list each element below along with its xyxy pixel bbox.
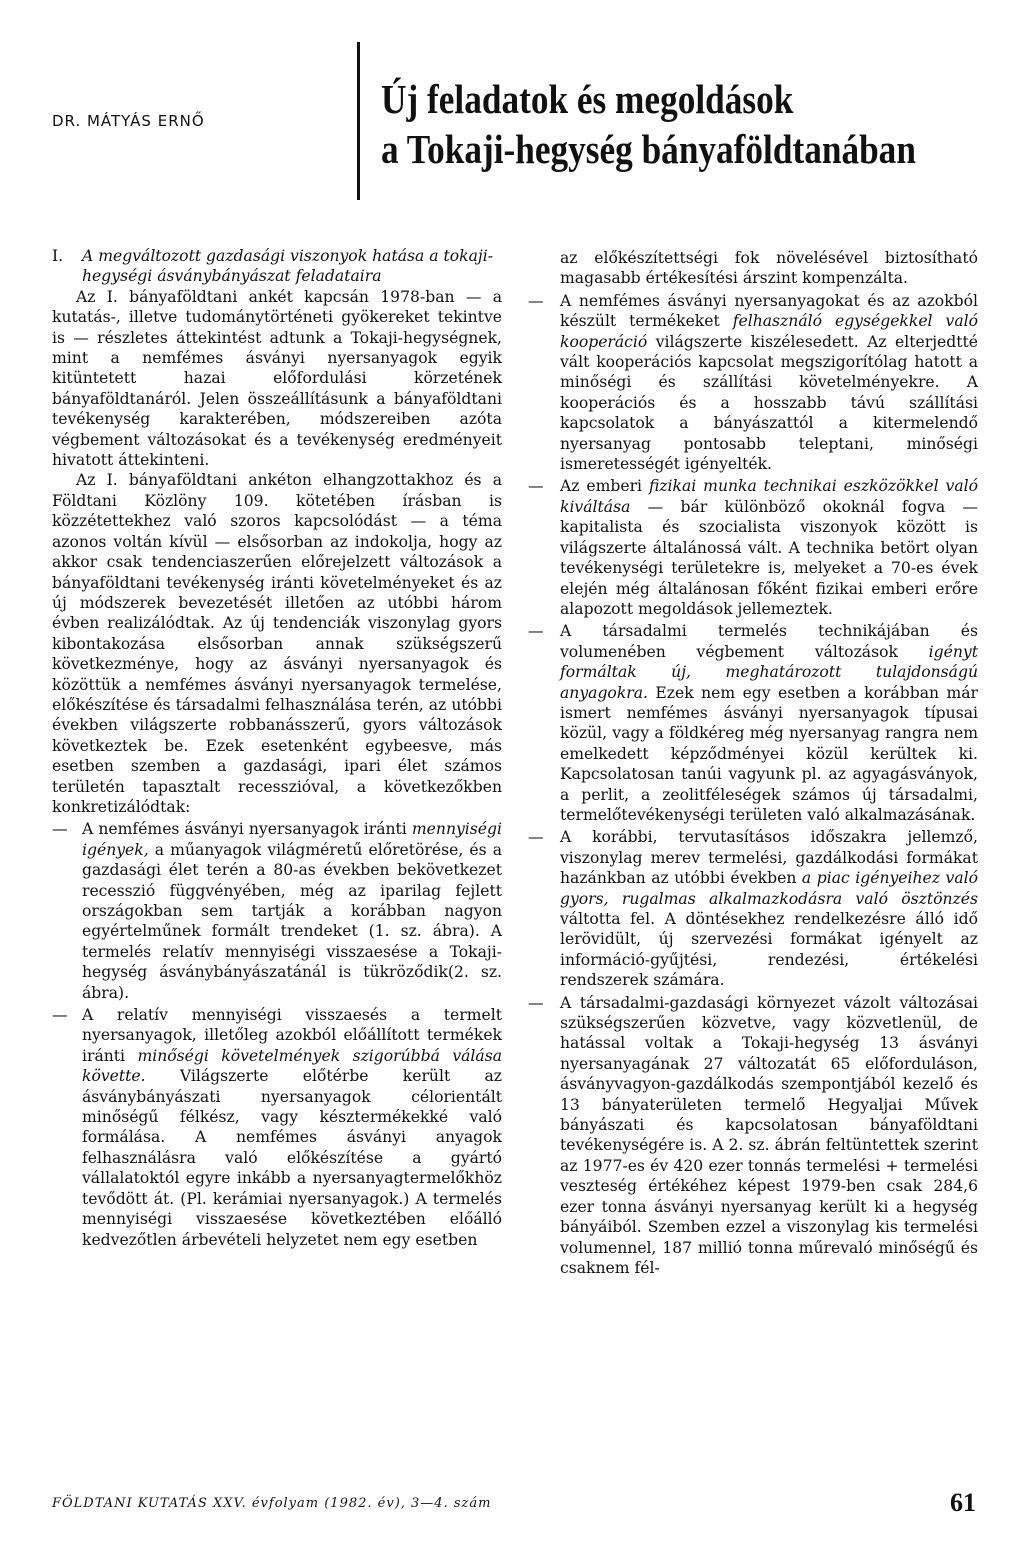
section-heading bbox=[52, 246, 502, 287]
dash-mark: — bbox=[528, 828, 544, 847]
journal-citation: FÖLDTANI KUTATÁS XXV. évfolyam (1982. év), 3—4. szám bbox=[52, 1496, 492, 1511]
section-title: A megváltozott gazdasági viszonyok hatása a tokaji-hegységi ásványbányászat feladataira bbox=[82, 247, 494, 286]
paragraph-continuation: az előkészítettségi fok növelésével biztosítható magasabb értékesítési árszint kompenzálta. bbox=[560, 249, 978, 288]
paragraph-ankete: Az I. bányaföldtani ankéton elhangzottakhoz és a Földtani Közlöny 109. kötetében írásban is közzétettekhez való szoros kapcsolódást — a téma azonos voltán kívül — elsősorban az indokolja, hogy az akkor csak tendenciaszerűen előrejelzett változások a bányaföldtani tevékenység iránti követelményeket és az új módszerek bevezetését illetően az utóbbi három évben realizálódtak. Az új tendenciák viszonylag gyors kibontakozása elsősorban annak szükségszerű következménye, hogy az ásványi nyersanyagok és közöttük a nemfémes ásványi nyersanyagok termelése, előkészítése és társadalmi felhasználása terén, az utóbbi években világszerte robbanásszerű, gyors változások következtek be. Ezek esetenként egybeesve, más esetben szemben a gazdasági, ipari élet számos területén tapasztalt recesszióval, a következőkben konkretizálódtak: bbox=[52, 471, 502, 816]
title-divider bbox=[357, 42, 360, 200]
list-item-market: — A korábbi, tervutasításos időszakra jellemző, viszonylag merev termelési, gazdálkodási formákat hazánkban az utóbbi években a piac igényeihez való gyors, rugalmas alkalmazkodásra való ösztönzés váltotta fel. A döntésekhez rendelkezésre álló idő lerövidült, új szervezési formákat igényelt az információ-gyűjtési, rendezési, értékelési rendszerek számára. bbox=[528, 828, 979, 990]
list-item-cooperation: — A nemfémes ásványi nyersanyagokat és az azokból készült termékeket felhasználó egységekkel való kooperáció világszerte kiszélesedett. Az elterjedtté vált kooperációs kapcsolat megszigorítólag hatott a minőségi és szállítási követelményekre. A kooperációs és a hosszabb távú szállítási kapcsolatok a bányászattól a kitermelendő nyersanyag pontosabb teleptani, minőségi ismeretességét igényelték. bbox=[528, 291, 978, 474]
left-column bbox=[52, 246, 502, 1250]
section-number: I. bbox=[52, 247, 64, 265]
page-number: 61 bbox=[950, 1488, 976, 1517]
dash-mark: — bbox=[528, 477, 544, 496]
title-line-1: Új feladatok és megoldások bbox=[381, 76, 794, 122]
right-column bbox=[528, 246, 978, 1278]
author-name: DR. MÁTYÁS ERNŐ bbox=[52, 112, 205, 130]
dash-mark: — bbox=[528, 622, 544, 641]
dash-mark: — bbox=[528, 993, 544, 1012]
dash-mark: — bbox=[52, 820, 68, 839]
list-item-technology: — Az emberi fizikai munka technikai eszközökkel való kiváltása — bár különböző okoknál fogva — kapitalista és szocialista viszonyok között is világszerte általánossá vált. A technika betört olyan tevékenységi területekre is, melyeket a 70-es évek elején még általánosan főként fizikai emberi erőre alapozott megoldások jellemeztek. bbox=[528, 477, 978, 618]
dash-mark: — bbox=[528, 291, 544, 310]
title-line-2: a Tokaji-hegység bányaföldtanában bbox=[381, 126, 916, 172]
list-item-environment: — A társadalmi-gazdasági környezet vázolt változásai szükségszerűen közvetve, vagy közvetlenül, de hatással voltak a Tokaji-hegység 13 ásványi nyersanyagának 27 változatát 65 előforduláson, ásványvagyon-gazdálkodás szempontjából kezelő és 13 bányaterületen termelő Hegyaljai Művek bányászati és kapcsolatosan bányaföldtani tevékenységére is. A 2. sz. ábrán feltüntettek szerint az 1977-es év 420 ezer tonnás termelési + termelési veszteség értékéhez képest 1979-ben csak 284,6 ezer tonna ásványi nyersanyag került ki a hegység bányáiból. Szemben ezzel a viszonylag kis termelési volumennel, 187 millió tonna műrevaló minőségű és csaknem fél- bbox=[528, 993, 978, 1277]
page-footer bbox=[52, 1488, 976, 1518]
list-item-quantity: — A nemfémes ásványi nyersanyagok iránti mennyiségi igények, a műanyagok világméretű előretörése, és a gazdasági élet terén a 80-as években bekövetkezet recesszió függvényében, még az iparilag fejlett országokban sem tartják a korábban nagyon egyértelműnek formált trendeket (1. sz. ábra). A termelés relatív mennyiségi visszaesése a Tokaji-hegység ásványbányászatánál is tükröződik(2. sz. ábra). bbox=[52, 820, 502, 1002]
dash-mark: — bbox=[52, 1006, 68, 1025]
list-item-materials: — A társadalmi termelés technikájában és volumenében végbement változások igényt formáltak új, meghatározott tulajdonságú anyagokra. Ezek nem egy esetben a korábban már ismert nemfémes ásványi nyersanyagok típusai közül, vagy a földkéreg még nyersanyag rangra nem emelkedett képződményei közül kerültek ki. Kapcsolatosan tanúi vagyunk pl. az agyagásványok, a perlit, a zeolitféleségek számos új társadalmi, termelőtevékenységi területen való alkalmazásának. bbox=[528, 622, 978, 824]
list-item-quality: — A relatív mennyiségi visszaesés a termelt nyersanyagok, illetőleg azokból előállított termékek iránti minőségi követelmények szigorúbbá válása követte. Világszerte előtérbe került az ásványbányászati nyersanyagok célorientált minőségű félkész, vagy késztermékekké való formálása. A nemfémes ásványi anyagok felhasználásra való előkészítése a gyártó vállalatoktól egyre inkább a nyersanyagtermelőkhöz tevődött át. (Pl. kerámiai nyersanyagok.) A termelés mennyiségi visszaesése következtében előálló kedvezőtlen árbevételi helyzetet nem egy esetben bbox=[52, 1006, 503, 1249]
paragraph-intro: Az I. bányaföldtani ankét kapcsán 1978-ban — a kutatás-, illetve tudománytörténeti gyökereket tekintve is — részletes áttekintést adtunk a Tokaji-hegységnek, mint a nemfémes ásványi nyersanyagok egyik kitüntetett hazai előfordulási körzetének bányaföldtanáról. Jelen összeállításunk a bányaföldtani tevékenység karakterében, módszereiben azóta végbement változásokat és a tevékenység eredményeit hivatott áttekinteni. bbox=[52, 287, 502, 470]
article-title bbox=[381, 74, 916, 174]
